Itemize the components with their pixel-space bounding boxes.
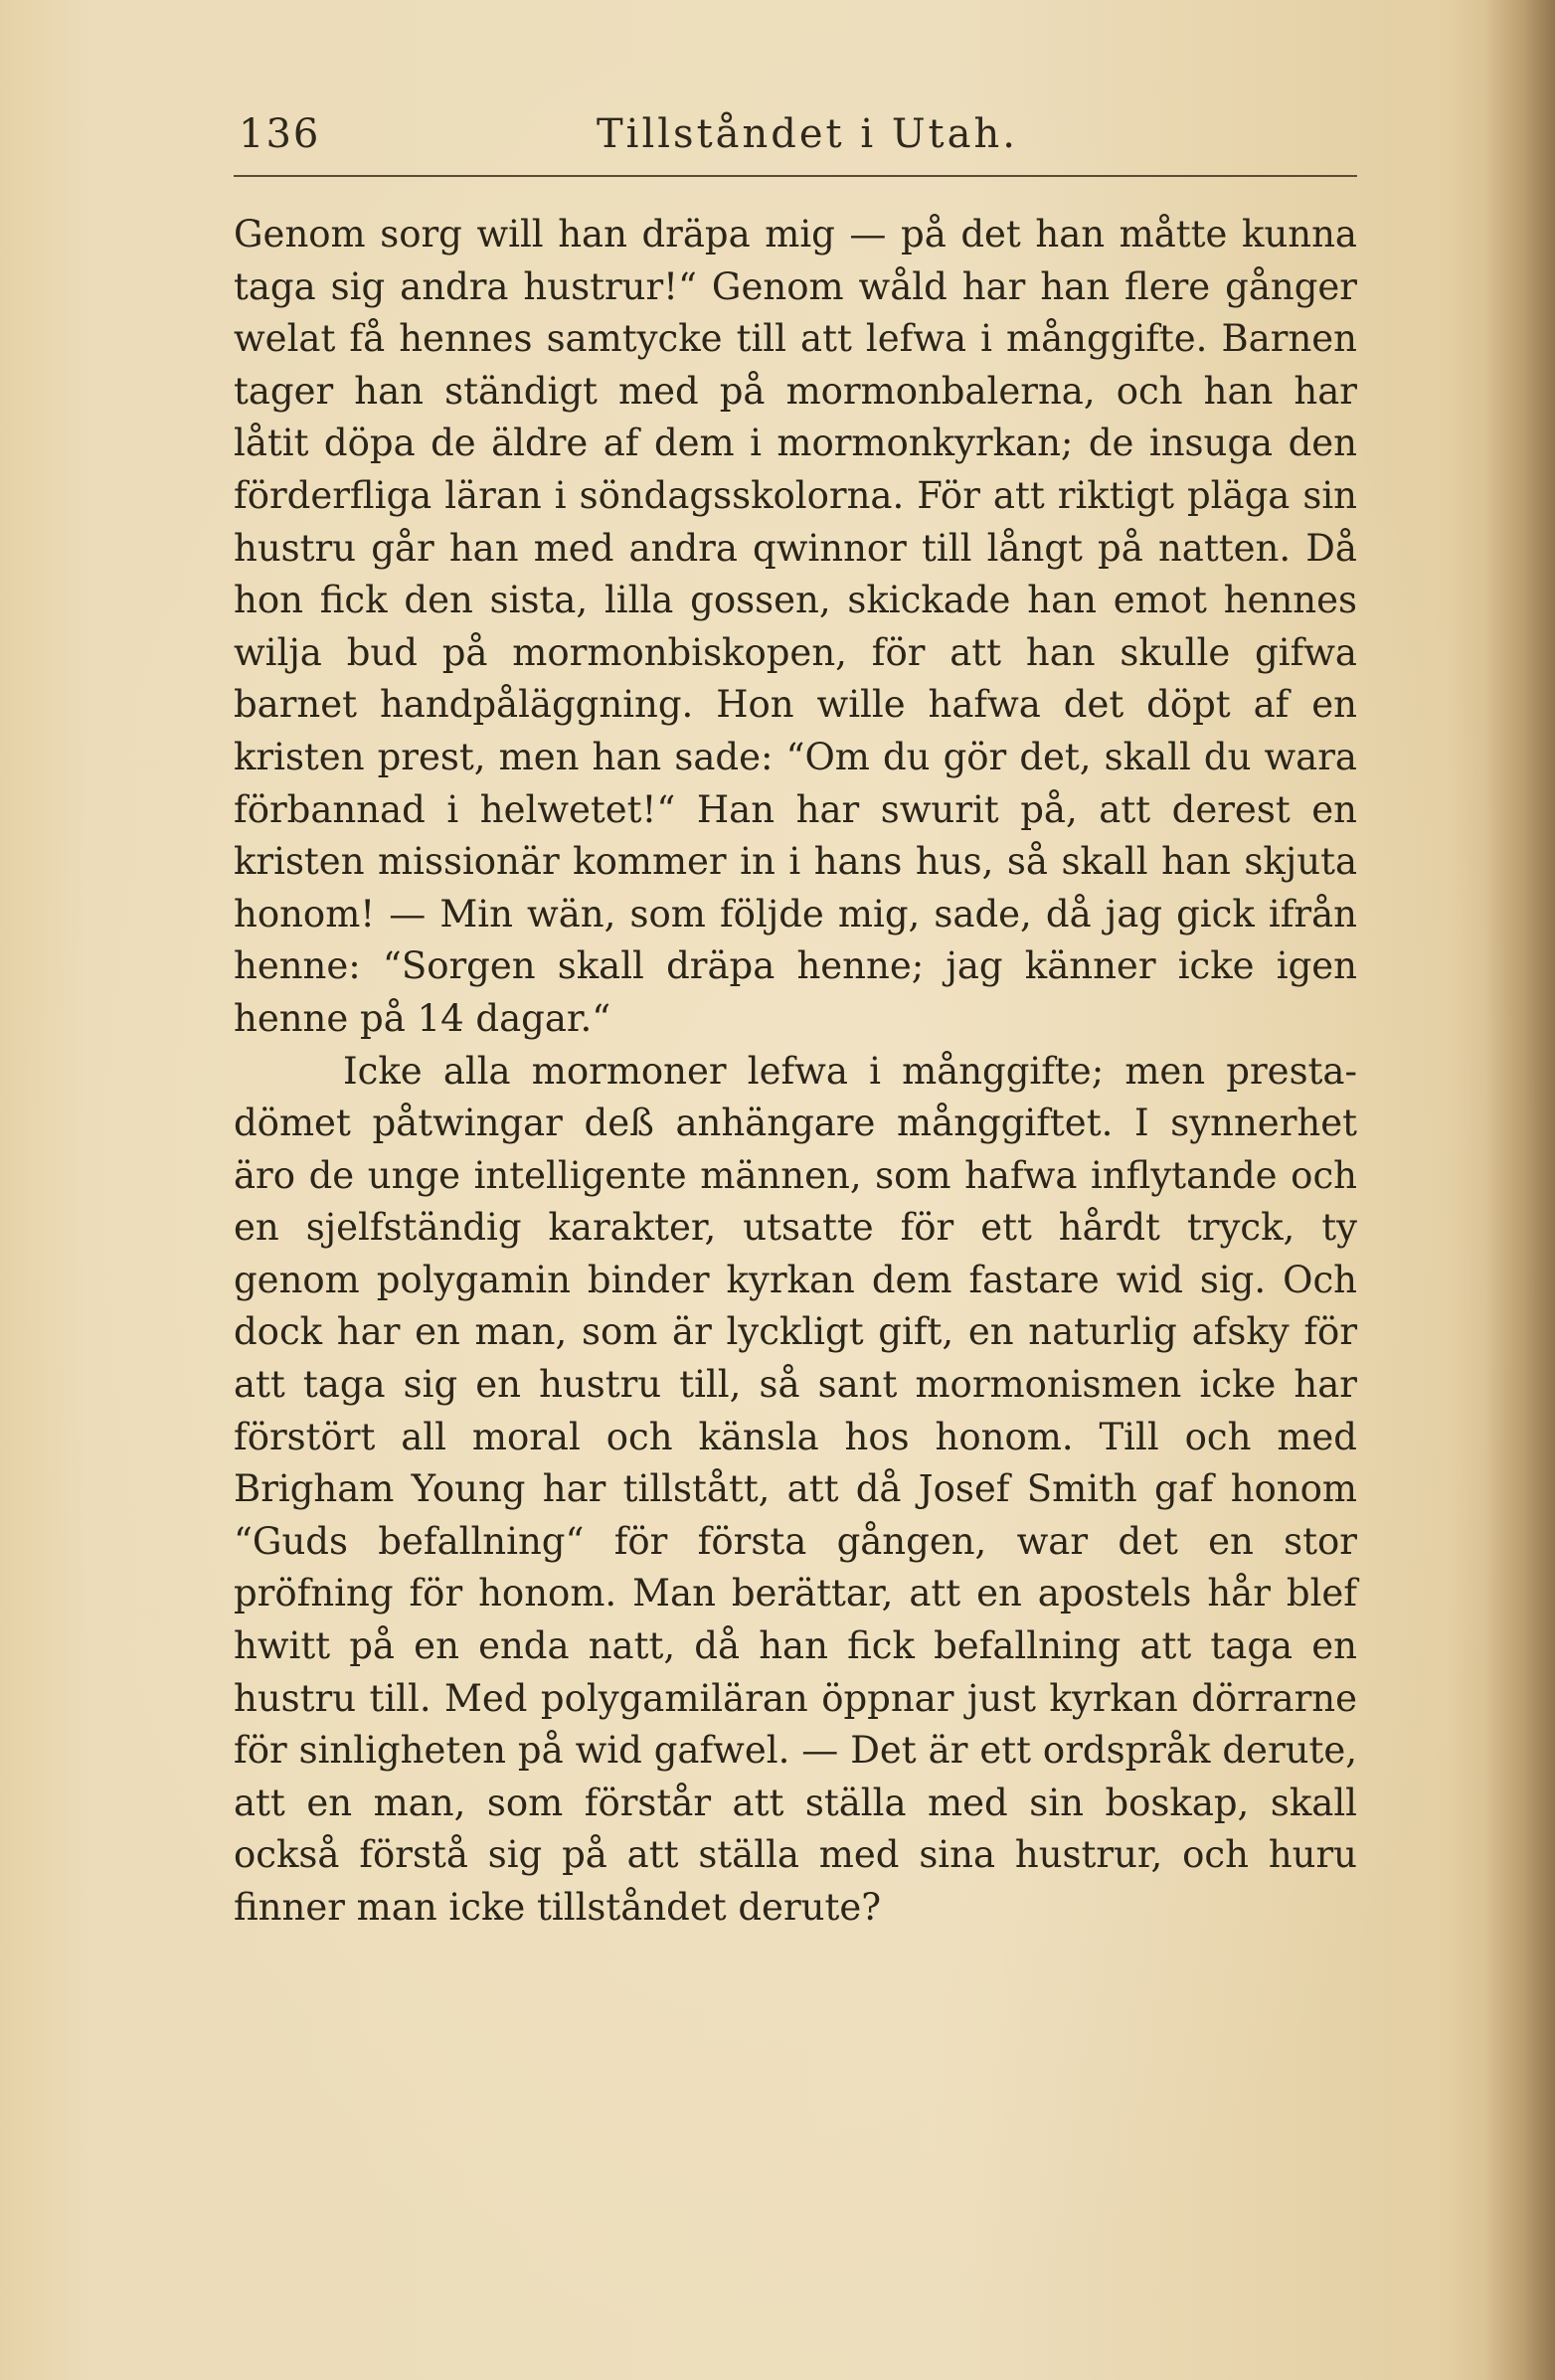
page-edge-shadow <box>1485 0 1555 2380</box>
body-text <box>234 209 1357 1935</box>
header-rule <box>234 175 1357 177</box>
page-number: 136 <box>239 111 321 157</box>
paragraph-2: Icke alla mormoner lefwa i månggifte; men presta-dömet påtwingar deß anhängare månggiftet. I synnerhet äro de unge intelligente männen, som hafwa inflytande och en sjelfständig karakter, utsatte för ett hårdt tryck, ty genom polygamin binder kyrkan dem fastare wid sig. Och dock har en man, som är lyckligt gift, en naturlig afsky för att taga sig en hustru till, så sant mormonismen icke har förstört all moral och känsla hos honom. Till och med Brigham Young har tillstått, att då Josef Smith gaf honom “Guds befallning“ för första gången, war det en stor pröfning för honom. Man berättar, att en apostels hår blef hwitt på en enda natt, då han fick befallning att taga en hustru till. Med polygamiläran öppnar just kyrkan dörrarne för sinligheten på wid gafwel. — Det är ett ordspråk derute, att en man, som förstår att ställa med sin boskap, skall också förstå sig på att ställa med sina hustrur, och huru finner man icke tillståndet derute? <box>234 1049 1357 1929</box>
running-title: Tillståndet i Utah. <box>597 111 1018 157</box>
paragraph-1: Genom sorg will han dräpa mig — på det han måtte kunna taga sig andra hustrur!“ Genom wåld har han flere gånger welat få hennes samtycke till att lefwa i månggifte. Barnen tager han ständigt med på mormonbalerna, och han har låtit döpa de äldre af dem i mormonkyrkan; de insuga den förderfliga läran i söndagsskolorna. För att riktigt pläga sin hustru går han med andra qwinnor till långt på natten. Då hon fick den sista, lilla gossen, skickade han emot hennes wilja bud på mormonbiskopen, för att han skulle gifwa barnet handpåläggning. Hon wille hafwa det döpt af en kristen prest, men han sade: “Om du gör det, skall du wara förbannad i helwetet!“ Han har swurit på, att derest en kristen missionär kommer in i hans hus, så skall han skjuta honom! — Min wän, som följde mig, sade, då jag gick ifrån henne: “Sorgen skall dräpa henne; jag känner icke igen henne på 14 dagar.“ <box>234 213 1357 1040</box>
